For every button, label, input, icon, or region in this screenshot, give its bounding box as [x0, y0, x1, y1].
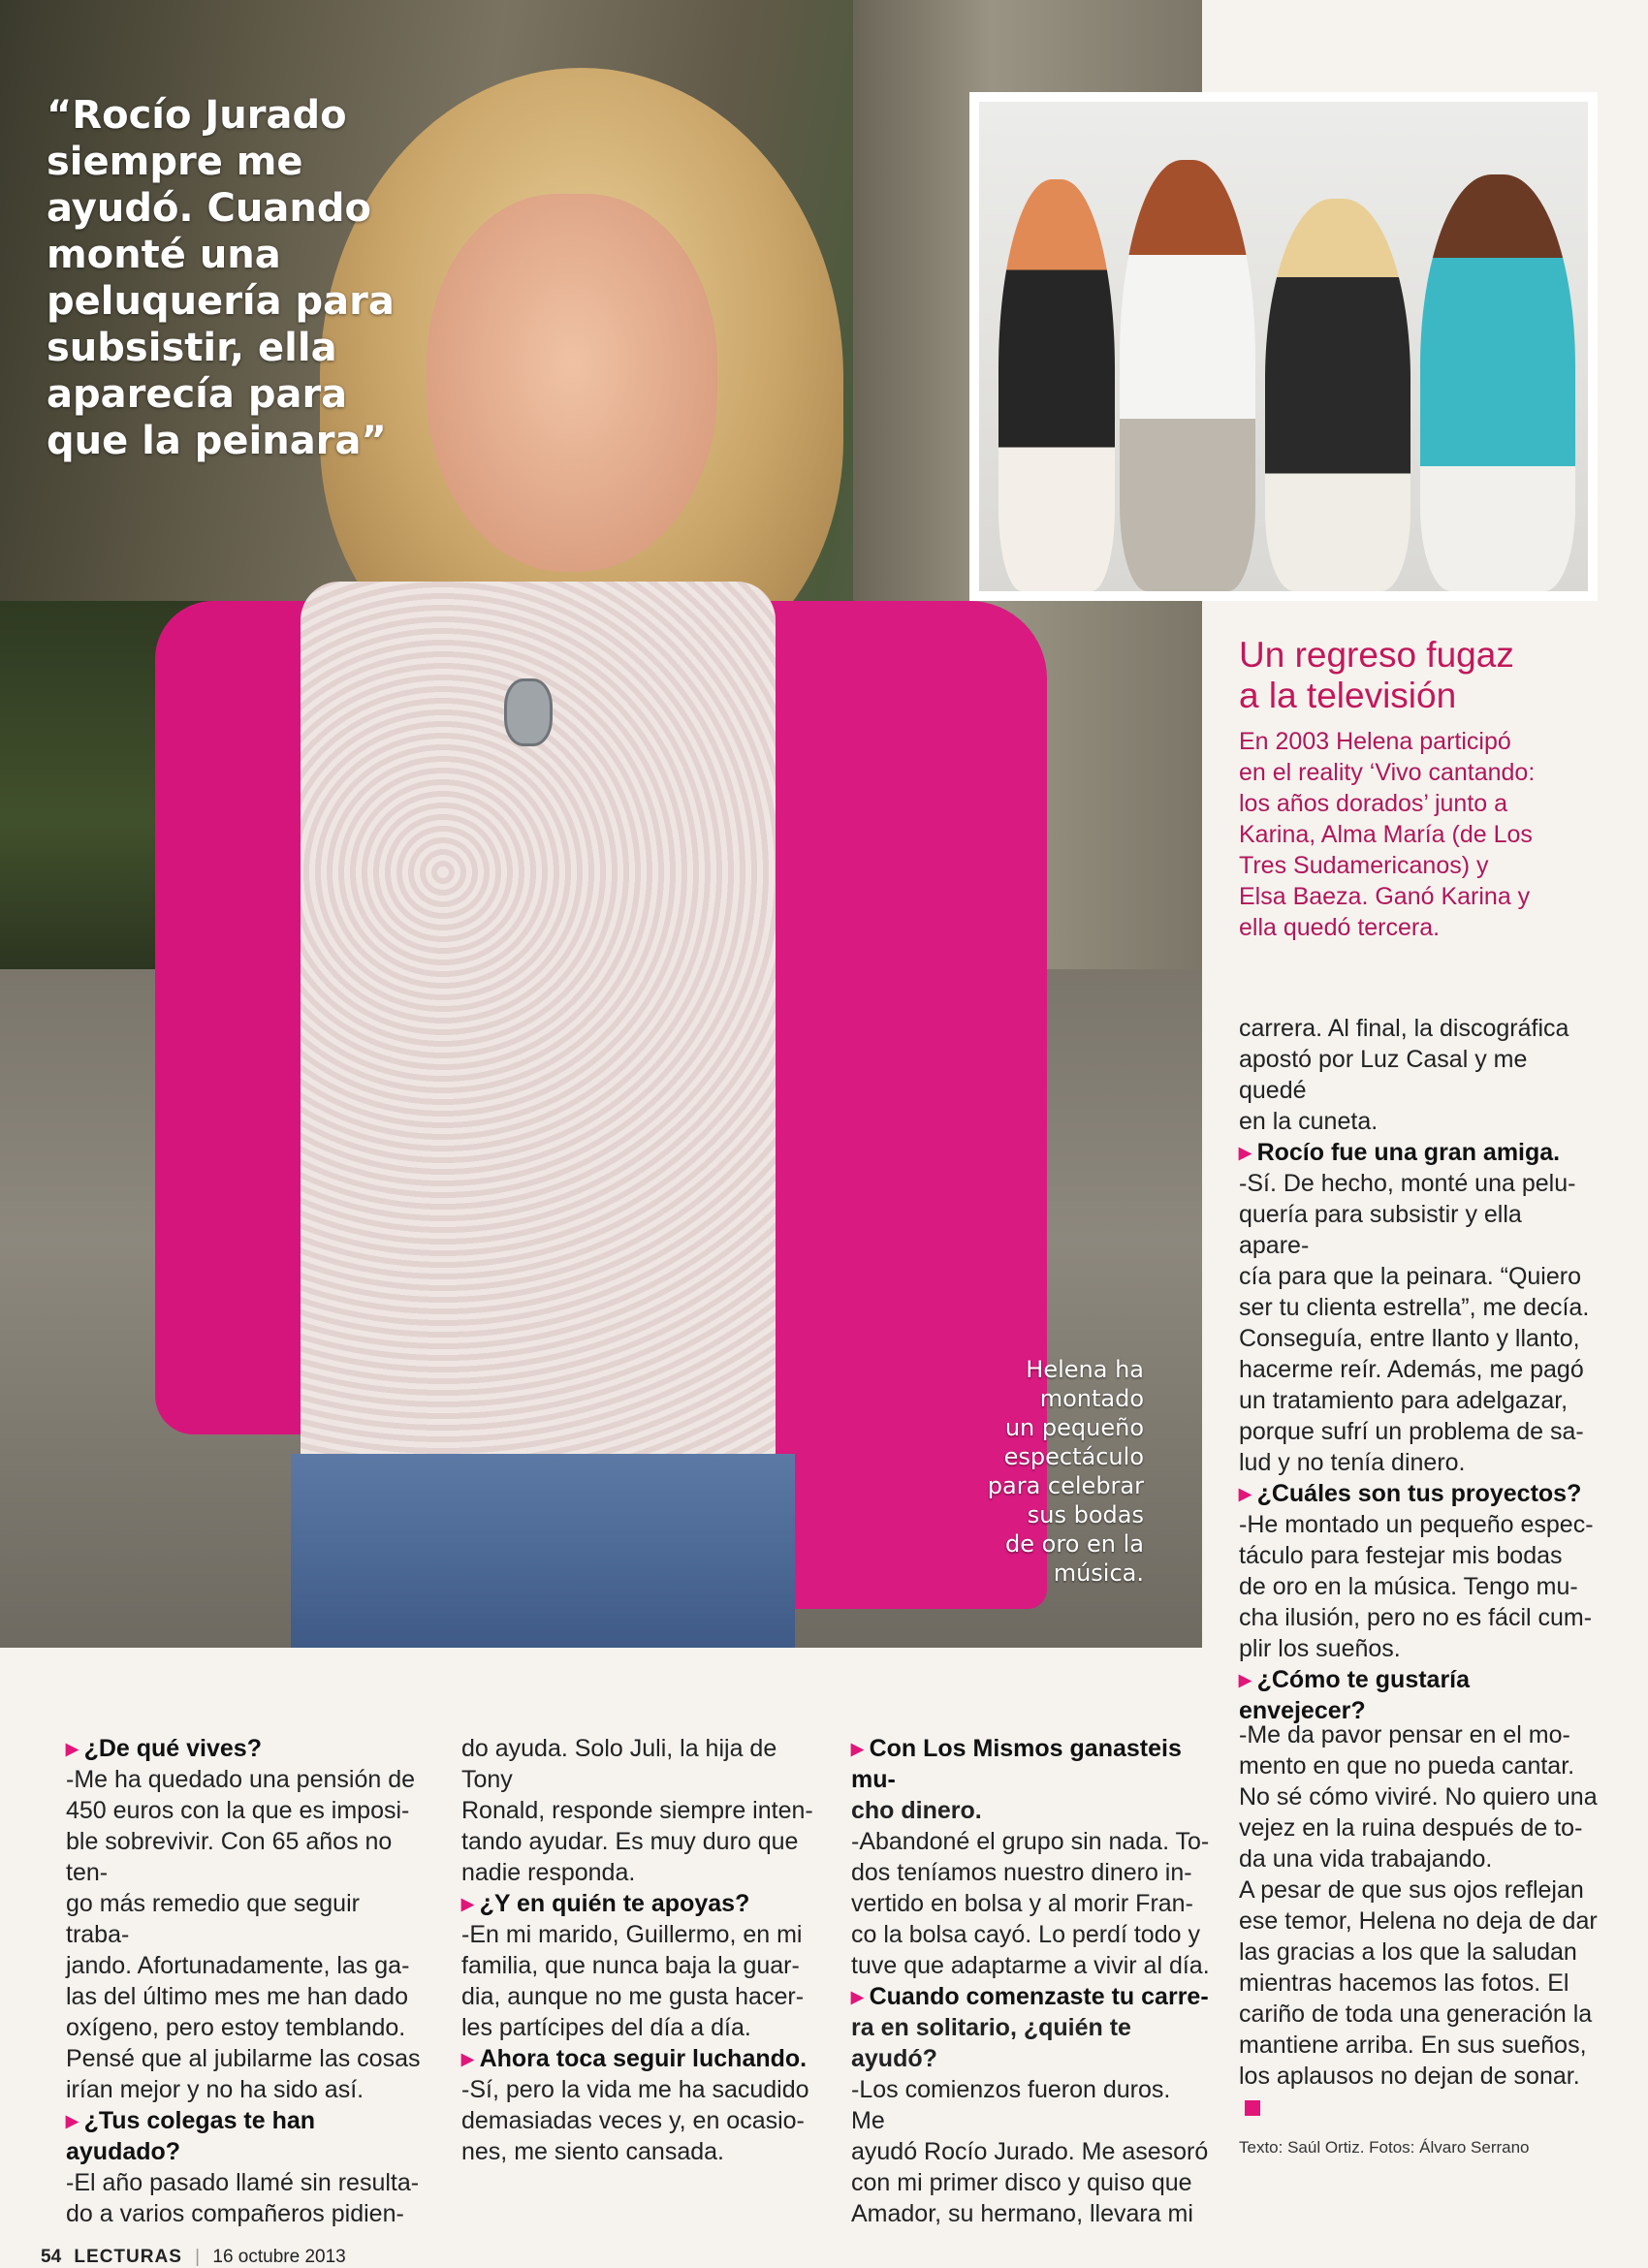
pull-quote-line: subsistir, ella [47, 326, 337, 370]
photo-credits [1239, 2138, 1530, 2158]
caption-line: de oro en la [1005, 1530, 1144, 1558]
body-line: oxígeno, pero estoy temblando. [66, 2014, 406, 2041]
body-line: ayudó Rocío Jurado. Me asesoró [851, 2138, 1209, 2165]
body-line: Ronald, responde siempre inten- [461, 1797, 813, 1824]
body-line: -Los comienzos fueron duros. Me [851, 2076, 1171, 2134]
body-line: cha ilusión, pero no es fácil cum- [1239, 1604, 1593, 1631]
body-line: quería para subsistir y ella apare- [1239, 1201, 1522, 1259]
photo-jeans [291, 1454, 795, 1648]
sidebar-text-line: ella quedó tercera. [1239, 914, 1441, 941]
body-line: do a varios compañeros pidien- [66, 2200, 404, 2227]
body-line: -El año pasado llamé sin resulta- [66, 2169, 420, 2196]
question-line: ▸ Rocío fue una gran amiga. [1239, 1137, 1596, 1168]
question-line: ▸ ¿Cómo te gustaría envejecer? [1239, 1664, 1596, 1726]
end-of-article-icon [1245, 2100, 1260, 2116]
sidebar-title [1239, 635, 1607, 716]
sidebar-title-line: a la televisión [1239, 676, 1457, 715]
body-line: cho dinero. [851, 1797, 982, 1824]
credits-text: Texto: Saúl Ortiz. Fotos: Álvaro Serrano [1239, 2138, 1530, 2157]
body-line: familia, que nunca baja la guar- [461, 1952, 800, 1979]
question-line: ▸ Con Los Mismos ganasteis mu- [851, 1733, 1210, 1795]
body-line: ese temor, Helena no deja de dar [1239, 1907, 1598, 1935]
body-line: -Me da pavor pensar en el mo- [1239, 1721, 1570, 1748]
sidebar-text-line: los años dorados’ junto a [1239, 790, 1508, 817]
caption-line: un pequeño [1004, 1414, 1144, 1441]
pull-quote-line: ayudó. Cuando [47, 186, 371, 231]
body-line: ser tu clienta estrella”, me decía. [1239, 1294, 1590, 1321]
sidebar-box [1239, 635, 1607, 943]
body-line: da una vida trabajando. [1239, 1845, 1493, 1873]
group-photo-woman [1420, 174, 1575, 591]
body-line: en la cuneta. [1239, 1108, 1379, 1135]
body-line: vejez en la ruina después de to- [1239, 1814, 1583, 1842]
body-line: vertido en bolsa y al morir Fran- [851, 1890, 1193, 1917]
pull-quote-line: que la peinara” [47, 419, 387, 463]
body-line: apostó por Luz Casal y me quedé [1239, 1046, 1528, 1104]
body-line: A pesar de que sus ojos reflejan [1239, 1876, 1584, 1904]
body-line: nadie responda. [461, 1859, 636, 1886]
body-line: ra en solitario, ¿quién te ayudó? [851, 2014, 1131, 2072]
body-line: 450 euros con la que es imposi- [66, 1797, 410, 1824]
body-line: -He montado un pequeño espec- [1239, 1511, 1594, 1538]
caption-line: sus bodas [1027, 1501, 1144, 1528]
body-line: un tratamiento para adelgazar, [1239, 1387, 1569, 1414]
body-line: mientras hacemos las fotos. El [1239, 1969, 1569, 1997]
sidebar-text-line: en el reality ‘Vivo cantando: [1239, 759, 1536, 786]
question-line: ▸ ¿De qué vives? [66, 1733, 425, 1764]
body-line: lud y no tenía dinero. [1239, 1449, 1466, 1476]
body-line: mantiene arriba. En sus sueños, [1239, 2032, 1587, 2059]
right-column-text [1239, 1013, 1596, 1726]
body-line: carrera. Al final, la discográfica [1239, 1015, 1569, 1042]
body-line: co la bolsa cayó. Lo perdí todo y [851, 1921, 1200, 1948]
body-line: cariño de toda una generación la [1239, 2000, 1593, 2028]
body-line: tando ayudar. Es muy duro que [461, 1828, 799, 1855]
article-column-2 [461, 1733, 820, 2167]
body-line: irían mejor y no ha sido así. [66, 2076, 364, 2103]
sidebar-text-line: Tres Sudamericanos) y [1239, 852, 1489, 879]
pull-quote-line: “Rocío Jurado [47, 93, 347, 138]
sidebar-text-line: Karina, Alma María (de Los [1239, 821, 1533, 848]
body-line: dia, aunque no me gusta hacer- [461, 1983, 805, 2010]
photo-face [427, 194, 717, 572]
magazine-name: LECTURAS [74, 2247, 182, 2267]
caption-line: Helena ha [1026, 1356, 1144, 1383]
caption-line: para celebrar [987, 1472, 1144, 1499]
body-line: -En mi marido, Guillermo, en mi [461, 1921, 803, 1948]
sidebar-text [1239, 726, 1607, 943]
body-line: con mi primer disco y quiso que [851, 2169, 1192, 2196]
photo-pendant [504, 678, 553, 746]
body-line: mento en que no pueda cantar. [1239, 1752, 1575, 1780]
sidebar-text-line: En 2003 Helena participó [1239, 728, 1511, 755]
sidebar-text-line: Elsa Baeza. Ganó Karina y [1239, 883, 1531, 910]
body-line: Pensé que al jubilarme las cosas [66, 2045, 421, 2072]
body-line: de oro en la música. Tengo mu- [1239, 1573, 1578, 1600]
page-footer [41, 2247, 346, 2268]
question-line: ▸ ¿Cuáles son tus proyectos? [1239, 1478, 1596, 1509]
issue-date: 16 octubre 2013 [212, 2247, 346, 2267]
article-column-3 [851, 1733, 1210, 2229]
body-line: tuve que adaptarme a vivir al día. [851, 1952, 1210, 1979]
article-column-4 [1239, 1719, 1598, 2123]
body-line: -Abandoné el grupo sin nada. To- [851, 1828, 1210, 1855]
body-line: nes, me siento cansada. [461, 2138, 724, 2165]
body-line: go más remedio que seguir traba- [66, 1890, 360, 1948]
group-photo-woman [1120, 160, 1255, 591]
body-line: jando. Afortunadamente, las ga- [66, 1952, 410, 1979]
body-line: plir los sueños. [1239, 1635, 1401, 1662]
body-line: porque sufrí un problema de sa- [1239, 1418, 1584, 1445]
pull-quote [47, 92, 396, 464]
body-line: los aplausos no dejan de sonar. [1239, 2061, 1598, 2123]
question-line: ▸ Cuando comenzaste tu carre- [851, 1981, 1210, 2012]
body-line: dos teníamos nuestro dinero in- [851, 1859, 1192, 1886]
body-line: demasiadas veces y, en ocasio- [461, 2107, 805, 2134]
caption-line: montado [1039, 1385, 1144, 1412]
group-photo [969, 92, 1598, 601]
body-line: táculo para festejar mis bodas [1239, 1542, 1563, 1569]
page-number: 54 [41, 2247, 62, 2267]
body-line: hacerme reír. Además, me pagó [1239, 1356, 1584, 1383]
group-photo-image [979, 102, 1588, 591]
article-column-1 [66, 1733, 425, 2229]
body-line: Conseguía, entre llanto y llanto, [1239, 1325, 1580, 1352]
caption-line: espectáculo [1003, 1443, 1144, 1470]
body-line: No sé cómo viviré. No quiero una [1239, 1783, 1598, 1811]
body-line: las del último mes me han dado [66, 1983, 408, 2010]
body-line: las gracias a los que la saludan [1239, 1938, 1577, 1966]
pull-quote-line: peluquería para [47, 279, 395, 324]
body-line: do ayuda. Solo Juli, la hija de Tony [461, 1735, 777, 1793]
body-line: cía para que la peinara. “Quiero [1239, 1263, 1581, 1290]
footer-separator: | [195, 2247, 201, 2267]
body-line: -Sí. De hecho, monté una pelu- [1239, 1170, 1576, 1197]
question-line: ▸ ¿Tus colegas te han ayudado? [66, 2105, 425, 2167]
group-photo-woman [1265, 199, 1410, 591]
caption-line: música. [1053, 1559, 1144, 1587]
photo-caption [960, 1355, 1144, 1588]
pull-quote-line: aparecía para [47, 372, 348, 417]
body-line: -Sí, pero la vida me ha sacudido [461, 2076, 809, 2103]
pull-quote-line: siempre me [47, 140, 303, 184]
group-photo-woman [998, 179, 1115, 591]
body-line: ble sobrevivir. Con 65 años no ten- [66, 1828, 393, 1886]
body-line: -Me ha quedado una pensión de [66, 1766, 416, 1793]
pull-quote-line: monté una [47, 233, 281, 277]
question-line: ▸ Ahora toca seguir luchando. [461, 2043, 820, 2074]
body-line: Amador, su hermano, llevara mi [851, 2200, 1193, 2227]
question-line: ▸ ¿Y en quién te apoyas? [461, 1888, 820, 1919]
sidebar-title-line: Un regreso fugaz [1239, 635, 1514, 675]
body-line: les partícipes del día a día. [461, 2014, 751, 2041]
